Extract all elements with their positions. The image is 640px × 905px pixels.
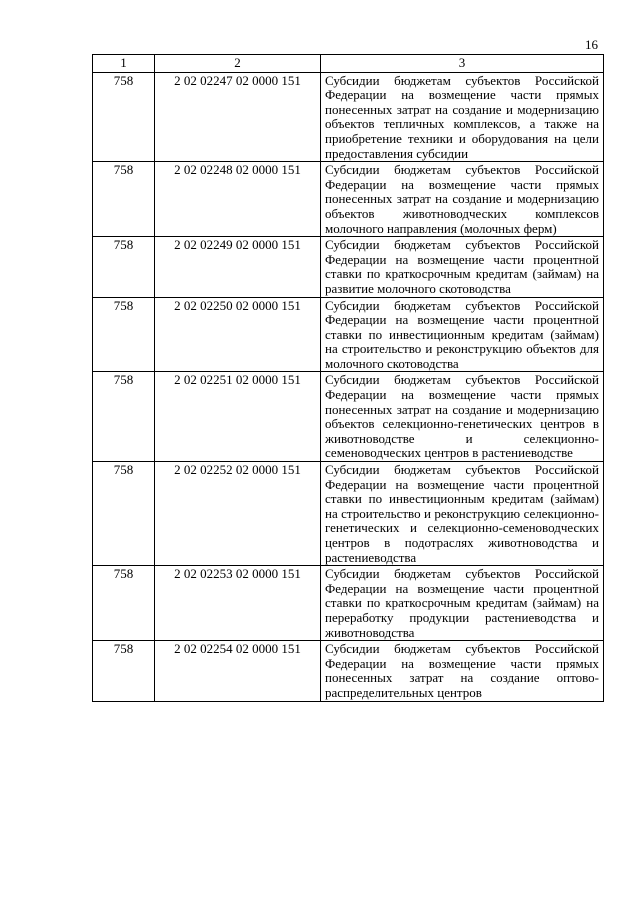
description-cell: Субсидии бюджетам субъектов Российской Федерации на возмещение части прямых понесенных затрат на создание и модернизацию объектов селекционно-генетических центров в животноводстве и селекционно-семеноводческих центров в растениеводстве [321, 372, 604, 462]
table-header-row [93, 55, 604, 73]
description-cell: Субсидии бюджетам субъектов Российской Федерации на возмещение части прямых понесенных затрат на создание и модернизацию объектов тепличных комплексов, а также на приобретение техники и оборудования на цели предоставления субсидии [321, 72, 604, 162]
table-row [93, 372, 604, 462]
budget-code-cell: 2 02 02248 02 0000 151 [155, 162, 321, 237]
budget-code-cell: 2 02 02252 02 0000 151 [155, 462, 321, 566]
description-cell: Субсидии бюджетам субъектов Российской Федерации на возмещение части процентной ставки по краткосрочным кредитам (займам) на развитие молочного скотоводства [321, 237, 604, 297]
table-row [93, 566, 604, 641]
budget-code-cell: 2 02 02247 02 0000 151 [155, 72, 321, 162]
budget-code-cell: 2 02 02249 02 0000 151 [155, 237, 321, 297]
description-cell: Субсидии бюджетам субъектов Российской Федерации на возмещение части процентной ставки по инвестиционным кредитам (займам) на строительство и реконструкцию селекционно-генетических и селекционно-семеноводческих центров в подотраслях животноводства и растениеводства [321, 462, 604, 566]
description-cell: Субсидии бюджетам субъектов Российской Федерации на возмещение части процентной ставки по инвестиционным кредитам (займам) на строительство и реконструкцию объектов для молочного скотоводства [321, 297, 604, 372]
page-number: 16 [585, 37, 598, 52]
column-header-1: 1 [93, 55, 155, 73]
admin-code-cell: 758 [93, 297, 155, 372]
admin-code-cell: 758 [93, 641, 155, 701]
admin-code-cell: 758 [93, 372, 155, 462]
table-row [93, 641, 604, 701]
table-row [93, 462, 604, 566]
description-cell: Субсидии бюджетам субъектов Российской Федерации на возмещение части процентной ставки по краткосрочным кредитам (займам) на переработку продукции растениеводства и животноводства [321, 566, 604, 641]
description-cell: Субсидии бюджетам субъектов Российской Федерации на возмещение части прямых понесенных затрат на создание оптово-распределительных центров [321, 641, 604, 701]
admin-code-cell: 758 [93, 72, 155, 162]
table-row [93, 162, 604, 237]
budget-code-cell: 2 02 02254 02 0000 151 [155, 641, 321, 701]
admin-code-cell: 758 [93, 566, 155, 641]
admin-code-cell: 758 [93, 162, 155, 237]
description-cell: Субсидии бюджетам субъектов Российской Федерации на возмещение части прямых понесенных затрат на создание и модернизацию объектов животноводческих комплексов молочного направления (молочных ферм) [321, 162, 604, 237]
table-row [93, 237, 604, 297]
table-row [93, 72, 604, 162]
column-header-2: 2 [155, 55, 321, 73]
budget-classification-table [92, 54, 604, 702]
budget-code-cell: 2 02 02253 02 0000 151 [155, 566, 321, 641]
budget-code-cell: 2 02 02250 02 0000 151 [155, 297, 321, 372]
table-row [93, 297, 604, 372]
budget-code-cell: 2 02 02251 02 0000 151 [155, 372, 321, 462]
column-header-3: 3 [321, 55, 604, 73]
admin-code-cell: 758 [93, 462, 155, 566]
admin-code-cell: 758 [93, 237, 155, 297]
